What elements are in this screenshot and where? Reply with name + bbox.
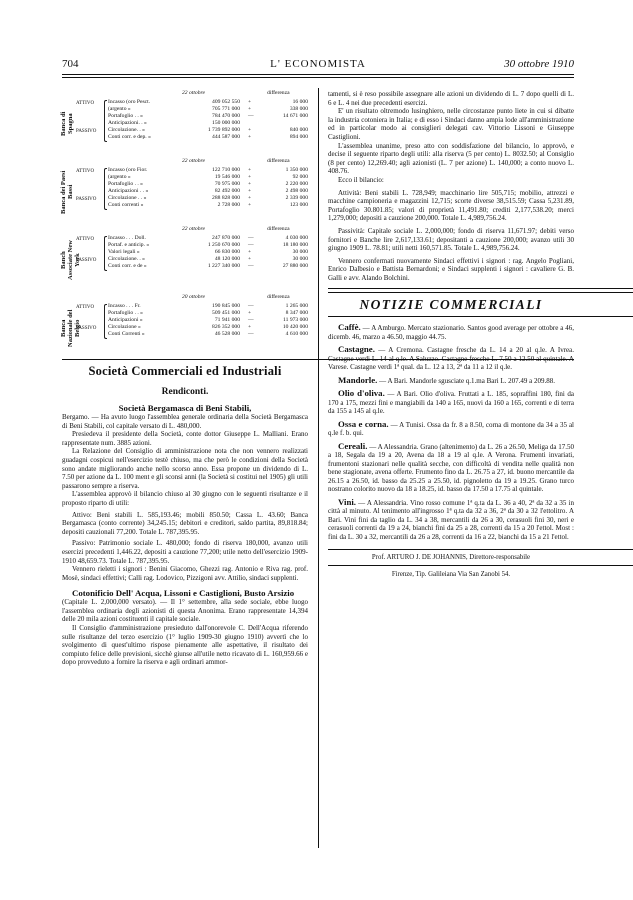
row-label: (argento » xyxy=(108,106,131,112)
header-rule-bottom xyxy=(62,77,574,78)
row-value: 409 052 550 xyxy=(212,99,240,105)
section-label: ATTIVO xyxy=(76,237,95,242)
row-value: 46 528 000 xyxy=(214,331,240,337)
section-label: PASSIVO xyxy=(76,326,97,331)
market-heading: Mandorle. xyxy=(338,374,378,385)
bank-row xyxy=(108,174,308,181)
row-sign: — xyxy=(248,263,254,269)
row-difference: 2 498 000 xyxy=(285,188,308,194)
article-paragraph: Presiedeva il presidente della Società, conte dottor Giuseppe L. Malliani. Erano rappresentate num. 3885 azioni. xyxy=(62,430,308,447)
section-label: PASSIVO xyxy=(76,258,97,263)
issue-date: 30 ottobre 1910 xyxy=(504,58,574,70)
article-paragraph: L'assemblea unanime, preso atto con soddisfazione del bilancio, lo approvò, e decise il seguente riparto degli utili: alla riserva (5 per cento) L. 8032.50; al Consiglio (8 per cento) 12,269.40; agli azionisti (L. 7 per azione) L. 140,000; a conto nuovo L. 408.76. xyxy=(328,141,574,176)
row-value: 82 492 000 xyxy=(214,188,240,194)
article-paragraph: Bergamo. — Ha avuto luogo l'assemblea generale ordinaria della Società Bergamasca di Beni Stabili, col capitale versato di L. 480,000. xyxy=(62,413,308,430)
row-value: 1 227 340 000 xyxy=(207,263,240,269)
column-difference: differenza xyxy=(267,226,290,232)
bank-row xyxy=(108,167,308,174)
bank-rows xyxy=(108,235,308,270)
row-difference: 4 030 000 xyxy=(285,235,308,241)
row-label: Incasso . . . Fr. xyxy=(108,303,141,309)
bank-column-headers xyxy=(62,158,308,166)
row-difference: 2 220 000 xyxy=(285,181,308,187)
market-heading: Cereali. xyxy=(338,440,368,451)
signature-rule xyxy=(328,565,633,566)
row-difference: 8 347 000 xyxy=(285,310,308,316)
row-label: Circolazione. . » xyxy=(108,256,145,262)
notizie-title: NOTIZIE COMMERCIALI xyxy=(359,297,543,313)
bank-row xyxy=(108,202,308,209)
column-date: 20 ottobre xyxy=(182,294,205,300)
bank-row xyxy=(108,331,308,338)
bank-row xyxy=(108,263,308,270)
market-heading: Olio d'oliva. xyxy=(338,388,385,399)
market-item-ossa: Ossa e corna. — A Tunisi. Ossa da fr. 8 a 8.50, corna di montone da 34 a 35 al q.le f. b. qui. xyxy=(328,418,575,438)
article-title: Cotonificio Dell' Acqua, Lissoni e Castiglioni, Busto Arsizio xyxy=(72,588,295,599)
row-value: 247 870 000 xyxy=(212,235,240,241)
bank-rows xyxy=(108,99,308,141)
row-value: 2 728 000 xyxy=(217,202,240,208)
bank-name: Banca di Spagna xyxy=(60,111,74,137)
article-paragraph: Attività: Beni stabili L. 728,949; macchinario lire 505,715; mobilio, attrezzi e macchine campioneria e magazzini 12,715; scorte diverse 38,515.59; Cassa 5,231.89, Portafoglio 30.801.85; valori di proprietà 11,491.80; crediti 2,177,538.20; merci 1,279,000; depositi a cauzione 200,000. Totale L. 4,989,756.24. xyxy=(328,188,574,223)
journal-title: L' ECONOMISTA xyxy=(270,58,366,70)
article-paragraph: tamenti, si è reso possibile assegnare alle azioni un dividendo di L. 7 dopo quelli di L. 6 e L. 4 nei due precedenti esercizi. xyxy=(328,90,574,107)
row-value: 705 771 000 xyxy=(212,106,240,112)
row-sign: + xyxy=(248,181,252,187)
market-item-caffe: Caffè. — A Amburgo. Mercato stazionario. Santos good average per ottobre a 46, dicemb. 46, marzo a 46.50, maggio 44.75. xyxy=(328,322,575,341)
brace-mark xyxy=(104,168,107,210)
row-difference: 4 610 000 xyxy=(285,331,308,337)
row-difference: 14 671 000 xyxy=(282,113,308,119)
row-label: (argento » xyxy=(108,174,131,180)
row-difference: 92 000 xyxy=(292,174,308,180)
bank-row xyxy=(108,113,308,120)
bank-rows xyxy=(108,167,308,209)
row-label: Portafoglio . . » xyxy=(108,181,143,187)
row-label: Conti correnti » xyxy=(108,202,144,208)
row-sign: + xyxy=(248,99,252,105)
row-difference: 338 000 xyxy=(289,106,308,112)
section-rule xyxy=(328,288,633,289)
article-cotonificio xyxy=(62,588,308,667)
bank-name: Banch Associate New York xyxy=(60,240,81,280)
right-column xyxy=(328,90,574,579)
row-sign: + xyxy=(248,127,252,133)
left-column xyxy=(62,90,308,667)
market-heading: Vini. xyxy=(338,496,357,507)
market-item-olio: Olio d'oliva. — A Bari. Olio d'oliva. Fruttati a L. 185, sopraffini 180, fini da 170 a 175, mezzi fini e mangiabili da 140 a 165, nuovi da 160 a 165, correnti e di terra da 155 a 145 al q.le. xyxy=(328,388,574,416)
row-difference: 30 000 xyxy=(292,249,308,255)
bank-name: Banca dei Paesi Bassi xyxy=(60,170,74,214)
bank-row xyxy=(108,127,308,134)
row-sign: + xyxy=(248,134,252,140)
printer-imprint: Firenze, Tip. Galileiana Via San Zanobi 54. xyxy=(391,571,511,579)
bank-row xyxy=(108,106,308,113)
article-paragraph: La Relazione del Consiglio di amministrazione nota che non vennero realizzati guadagni cospicui nell'esercizio testè chiuso, ma che però le condizioni della Società sono andate migliorando anche nello scorso anno. Essa propone un dividendo di L. 7.50 per azione da L. 100 ment e gli sconsi anni (la Società si costitui nel 1905) gli utili passarono sempre a riserva. xyxy=(62,447,308,490)
row-difference: 27 880 000 xyxy=(282,263,308,269)
section-rule xyxy=(328,292,633,293)
article-paragraph: Attivo: Beni stabili L. 585,193.46; mobili 850.50; Cassa L. 43.60; Banca Bergamasca (conto corrente) 34,245.15; debitori e creditori, saldo partita, 89,818.84; depositi cauzionali 77,200. Totale L. 787,395.95. xyxy=(62,510,308,536)
section-label: ATTIVO xyxy=(76,101,95,106)
row-sign: — xyxy=(248,331,254,337)
article-paragraph: L'assemblea approvò il bilancio chiuso al 30 giugno con le seguenti risultanze e il proposto riparto di utili: xyxy=(62,490,308,507)
column-date: 22 ottobre xyxy=(182,226,205,232)
bank-row xyxy=(108,120,308,127)
bank-row xyxy=(108,134,308,141)
bank-block xyxy=(62,90,308,152)
row-difference: 16 000 xyxy=(292,99,308,105)
row-difference: 30 000 xyxy=(292,256,308,262)
bank-row xyxy=(108,303,308,310)
row-label: Circolazione . . » xyxy=(108,195,147,201)
bank-row xyxy=(108,324,308,331)
row-value: 70 975 000 xyxy=(214,181,240,187)
section-subtitle: Rendiconti. xyxy=(161,387,209,397)
bank-row xyxy=(108,310,308,317)
row-label: Portaf. e anticip. » xyxy=(108,242,150,248)
row-value: 122 710 000 xyxy=(212,167,240,173)
row-label: Incasso . . . Doll. xyxy=(108,235,146,241)
row-sign: + xyxy=(248,256,252,262)
row-sign: + xyxy=(248,167,252,173)
section-label: PASSIVO xyxy=(76,197,97,202)
row-sign: — xyxy=(248,317,254,323)
row-sign: — xyxy=(248,242,254,248)
editor-signature: Prof. ARTURO J. DE JOHANNIS, Direttore-responsabile xyxy=(371,554,531,562)
row-value: 48 120 000 xyxy=(214,256,240,262)
row-value: 509 451 000 xyxy=(212,310,240,316)
row-sign: + xyxy=(248,195,252,201)
market-heading: Ossa e corna. xyxy=(338,418,389,429)
market-item-mandorle: Mandorle. — A Bari. Mandorle sgusciate q.1.ma Bari L. 207.49 a 209.88. xyxy=(338,374,556,385)
row-sign: + xyxy=(248,249,252,255)
brace-mark xyxy=(104,236,107,271)
row-label: Valori legali » xyxy=(108,249,140,255)
brace-mark xyxy=(104,304,107,339)
bank-row xyxy=(108,181,308,188)
section-rule xyxy=(328,316,633,317)
column-date: 22 ottobre xyxy=(182,158,205,164)
market-heading: Caffè. xyxy=(338,322,361,333)
row-label: Incasso (oro Fior. xyxy=(108,167,148,173)
row-difference: 18 180 000 xyxy=(282,242,308,248)
article-title: Società Bergamasca di Beni Stabili, xyxy=(118,403,252,413)
row-value: 288 828 000 xyxy=(212,195,240,201)
article-paragraph: Il Consiglio d'amministrazione presieduto dall'onorevole C. Dell'Acqua riferendo sulle risultanze del terzo esercizio (1° luglio 1909-30 giugno 1910) avvertì che lo svolgimento di quest'ultimo rispose pienamente alle aspettative, il risultato dei compiuto felice delle previsioni, sicchè giunse all'utile netto ricavato di L. 160,959.66 e dopo provveduto a fornire la riserva e agli ordinari ammor- xyxy=(62,624,308,667)
section-label: ATTIVO xyxy=(76,169,95,174)
market-item-vini: Vini. — A Alessandria. Vino rosso comune 1ª q.ta da L. 36 a 40, 2ª da 32 a 35 in città al minuto. Al tenimento all'ingrosso 1ª q.ta da 32 a 36, 2ª da 30 a 32 l'ettolitro. A Bari. Vini fini da taglio da L. 34 a 38, mercantili da 26 a 30, cerasuoli fini 30, neri e cerasuoli correnti da 19 a 24, bianchi fini da 25 a 28, correnti da 15 a 20 l'ettol. Most : fini da L. 30 a 32, mercantili da 26 a 28, correnti da 16 a 22, bianchi da 15 a 21 l'ettol. xyxy=(328,496,574,541)
bank-column-headers xyxy=(62,90,308,98)
column-difference: differenza xyxy=(267,90,290,96)
row-label: Anticipazioni . . » xyxy=(108,188,149,194)
bank-row xyxy=(108,188,308,195)
row-difference: 840 000 xyxy=(289,127,308,133)
header-rule-top xyxy=(62,74,574,75)
row-difference: 2 339 000 xyxy=(285,195,308,201)
market-item-castagne: Castagne. — A Cremona. Castagne fresche da L. 14 a 20 al q.le. A Ivrea. Castagne verdi L. 14 al q.le. A Saluzzo. Castagne fresche L. 7.50 a 12.50 al quintale. A Varese. Castagne verdi 1ª qual. da L. 12 a 13, 2ª da 11 a 12 il q.le. xyxy=(328,344,575,372)
article-paragraph: Vennero confermati nuovamente Sindaci effettivi i signori : rag. Angelo Pogliani, Enrico Dalbesio e Battista Bernardoni; e Sindaci supplenti i signori : cavaliere G. B. Galli e avv. Alando Bolchini. xyxy=(328,256,574,282)
row-sign: + xyxy=(248,310,252,316)
article-bergamasca xyxy=(62,403,308,582)
row-sign: + xyxy=(248,174,252,180)
bank-block xyxy=(62,226,308,288)
row-sign: + xyxy=(248,106,252,112)
market-heading: Castagne. xyxy=(338,344,375,355)
bank-column-headers xyxy=(62,294,308,302)
section-label: PASSIVO xyxy=(76,129,97,134)
row-label: Anticipazioni. . » xyxy=(108,120,147,126)
article-paragraph: E' un risultato oltremodo lusinghiero, nelle circostanze punto liete in cui si dibatte la industria cotoniera in Italia; e di esso i Sindaci danno ampia lode all'amministrazione ed in particolar modo ai consiglieri delegati cav. Vittorio Lissoni e Giuseppe Castiglioni. xyxy=(328,107,574,141)
bank-row xyxy=(108,235,308,242)
row-value: 1 739 892 000 xyxy=(207,127,240,133)
bank-row xyxy=(108,249,308,256)
row-label: Portafoglio . . » xyxy=(108,310,143,316)
row-value: 66 830 000 xyxy=(214,249,240,255)
column-difference: differenza xyxy=(267,158,290,164)
row-difference: 1 265 000 xyxy=(285,303,308,309)
bank-statements xyxy=(62,90,308,356)
row-sign: — xyxy=(248,235,254,241)
market-item-cereali: Cereali. — A Alessandria. Grano (altenimento) da L. 26 a 26.50, Meliga da 17.50 a 18, Segala da 19 a 20, Avena da 18 a 19 al q.le. A Verona. Frumenti invariati, frumentoni stazionari nelle qualità secche, con difficoltà di vendita nelle qualità non bene stagionate, avena offerte. Frumento fino da L. 26.75 a 27, id. buono mercantile da 26.15 a 26.50, id. basso da 25.25 a 25.50, id. pignoletto da 19 a 19.25. Grano turco nostrano colorito nuovo da 18 a 18.25, id. basso da 17.50 a 17.75 al quintale. xyxy=(328,440,574,494)
row-difference: 11 973 000 xyxy=(283,317,308,323)
row-value: 71 941 000 xyxy=(214,317,240,323)
newspaper-page xyxy=(62,56,574,856)
row-value: 190 845 000 xyxy=(212,303,240,309)
row-value: 826 352 000 xyxy=(212,324,240,330)
bank-rows xyxy=(108,303,308,338)
row-value: 784 470 000 xyxy=(212,113,240,119)
article-paragraph: Passivo: Patrimonio sociale L. 480,000; fondo di riserva 180,000, avanzo utili esercizi precedenti 1,446.22, depositi a cauzione 77,200; utile netto dell'esercizio 1909-1910 48,659.73. Totale L. 787,395.95. xyxy=(62,539,308,565)
row-difference: 10 420 000 xyxy=(282,324,308,330)
row-label: Conti corr. e dep. » xyxy=(108,134,151,140)
column-difference: differenza xyxy=(267,294,290,300)
bank-block xyxy=(62,158,308,220)
bank-row xyxy=(108,99,308,106)
row-sign: + xyxy=(248,324,252,330)
row-difference: 123 000 xyxy=(289,202,308,208)
bank-block xyxy=(62,294,308,356)
article-paragraph: Ecco il bilancio: xyxy=(338,175,384,184)
row-label: Portafoglio . . » xyxy=(108,113,143,119)
brace-mark xyxy=(104,100,107,142)
bank-row xyxy=(108,317,308,324)
row-sign: + xyxy=(248,202,252,208)
section-label: ATTIVO xyxy=(76,305,95,310)
section-title: Società Commerciali ed Industriali xyxy=(88,364,282,378)
row-value: 150 000 000 xyxy=(212,120,240,126)
row-sign: — xyxy=(248,303,254,309)
commercial-news xyxy=(328,323,574,541)
bank-row xyxy=(108,242,308,249)
row-label: Anticipazioni » xyxy=(108,317,143,323)
row-value: 1 250 670 000 xyxy=(207,242,240,248)
row-label: Circolazione » xyxy=(108,324,141,330)
row-difference: 894 000 xyxy=(289,134,308,140)
article-cotonificio-cont xyxy=(328,90,574,282)
column-divider xyxy=(318,88,319,848)
row-sign: — xyxy=(248,113,254,119)
row-label: Incasso (oro Pesct. xyxy=(108,99,151,105)
row-sign: + xyxy=(248,188,252,194)
row-difference: 1 350 000 xyxy=(285,167,308,173)
bank-row xyxy=(108,195,308,202)
page-number: 704 xyxy=(62,58,79,70)
row-value: 444 587 000 xyxy=(212,134,240,140)
article-paragraph: Vennero rieletti i signori : Benini Giacomo, Ghezzi rag. Antonio e Riva rag. prof. Mosè, sindaci effettivi; Calli rag. Lodovico, Pizzigoni avv. Attilio, sindaci supplenti. xyxy=(62,565,308,582)
row-label: Circolazione. . » xyxy=(108,127,145,133)
article-paragraph: Passività: Capitale sociale L. 2,000,000; fondo di riserva 11,671.97; debiti verso fornitori e Banche lire 2,617,133.61; depositanti a cauzione 200,000; avanzo utili 30 giugno 1909 L. 78.81; utili netti 160,571.85. Totale L. 4,989,756.24. xyxy=(328,226,574,253)
bank-row xyxy=(108,256,308,263)
page-header xyxy=(62,56,574,74)
signature-rule xyxy=(328,549,633,550)
row-label: Conti corr. e de » xyxy=(108,263,147,269)
article-paragraph: (Capitale L. 2,000,000 versato). — Il 1° settembre, alla sede sociale, ebbe luogo l'assemblea ordinaria degli azionisti di questa Anonima. Erano rappresentate 14,394 delle 20 mila azioni costituenti il capitale sociale. xyxy=(62,598,308,624)
row-value: 19 546 000 xyxy=(214,174,240,180)
bank-column-headers xyxy=(62,226,308,234)
column-date: 22 ottobre xyxy=(182,90,205,96)
bank-name: Banca Nazionale del Belgio xyxy=(60,309,81,347)
row-label: Conti Correnti » xyxy=(108,331,145,337)
